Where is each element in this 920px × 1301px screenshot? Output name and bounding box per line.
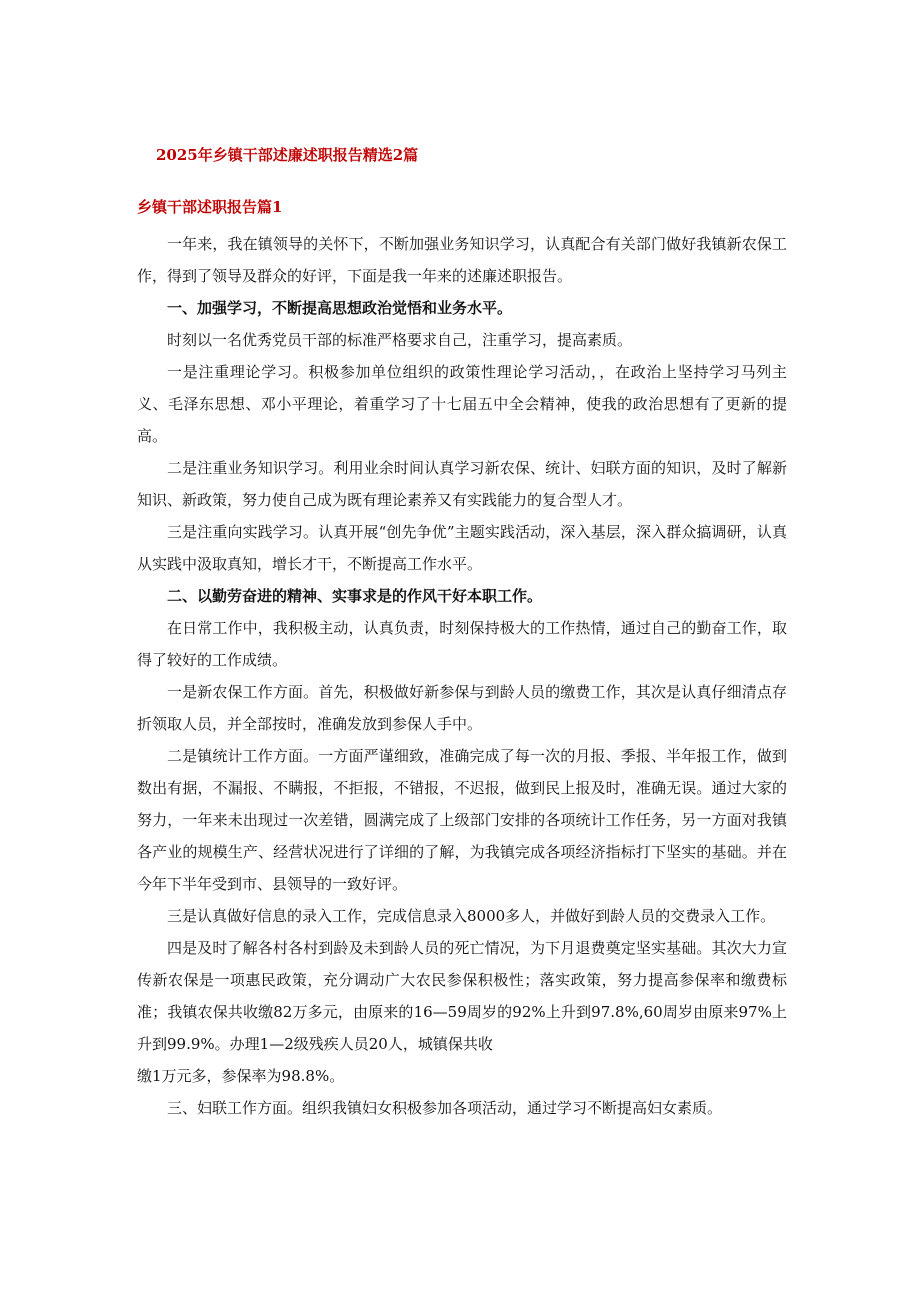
paragraph-continuation: 缴1万元多，参保率为98.8%。 — [137, 1067, 345, 1085]
paragraph: 三是注重向实践学习。认真开展“创先争优”主题实践活动，深入基层，深入群众搞调研，认真从实践中汲取真知，增长才干，不断提高工作水平。 — [137, 523, 787, 573]
paragraph: 二是注重业务知识学习。利用业余时间认真学习新农保、统计、妇联方面的知识，及时了解新知识、新政策，努力使自己成为既有理论素养又有实践能力的复合型人才。 — [137, 459, 787, 509]
paragraph: 二是镇统计工作方面。一方面严谨细致，准确完成了每一次的月报、季报、半年报工作，做到数出有据，不漏报、不瞒报，不拒报，不错报，不迟报，做到民上报及时，准确无误。通过大家的努力，一年来未出现过一次差错，圆满完成了上级部门安排的各项统计工作任务，另一方面对我镇各产业的规模生产、经营状况进行了详细的了解，为我镇完成各项经济指标打下坚实的基础。并在今年下半年受到市、县领导的一致好评。 — [137, 747, 787, 893]
heading-paragraph: 二、以勤劳奋进的精神、实事求是的作风干好本职工作。 — [167, 587, 543, 605]
paragraph: 三、妇联工作方面。组织我镇妇女积极参加各项活动，通过学习不断提高妇女素质。 — [167, 1099, 723, 1117]
paragraph: 一年来，我在镇领导的关怀下，不断加强业务知识学习，认真配合有关部门做好我镇新农保工作，得到了领导及群众的好评，下面是我一年来的述廉述职报告。 — [137, 235, 787, 285]
heading-paragraph: 一、加强学习，不断提高思想政治觉悟和业务水平。 — [167, 299, 513, 317]
document-title: 2025年乡镇干部述廉述职报告精选2篇 — [156, 146, 419, 164]
section-title: 乡镇干部述职报告篇1 — [137, 198, 283, 216]
paragraph: 时刻以一名优秀党员干部的标准严格要求自己，注重学习，提高素质。 — [167, 331, 633, 349]
paragraph: 一是新农保工作方面。首先，积极做好新参保与到龄人员的缴费工作，其次是认真仔细清点存折领取人员，并全部按时，准确发放到参保人手中。 — [137, 683, 787, 733]
document-body — [137, 228, 787, 1124]
paragraph: 四是及时了解各村各村到龄及未到龄人员的死亡情况，为下月退费奠定坚实基础。其次大力宣传新农保是一项惠民政策，充分调动广大农民参保积极性；落实政策，努力提高参保率和缴费标准；我镇农保共收缴82万多元，由原来的16—59周岁的92%上升到97.8%,60周岁由原来97%上升到99.9%。办理1—2级残疾人员20人，城镇保共收 — [137, 939, 787, 1053]
paragraph: 在日常工作中，我积极主动，认真负责，时刻保持极大的工作热情，通过自己的勤奋工作，取得了较好的工作成绩。 — [137, 619, 787, 669]
paragraph: 一是注重理论学习。积极参加单位组织的政策性理论学习活动，，在政治上坚持学习马列主义、毛泽东思想、邓小平理论，着重学习了十七届五中全会精神，使我的政治思想有了更新的提高。 — [137, 363, 787, 445]
paragraph: 三是认真做好信息的录入工作，完成信息录入8000多人，并做好到龄人员的交费录入工作。 — [167, 907, 776, 925]
